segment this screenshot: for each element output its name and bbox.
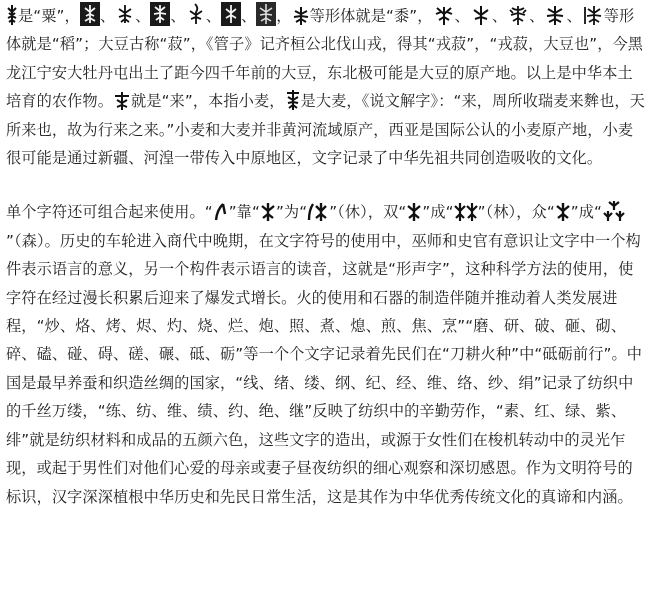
p2-text-5: ”成“ [422, 203, 454, 222]
oracle-glyph-mu-2-icon [406, 202, 422, 222]
p2-text-4: ”（休），双“ [329, 203, 407, 222]
oracle-glyph-xiu-icon [307, 202, 329, 222]
bronze-glyph-rubbing-5-icon [221, 2, 241, 26]
sep-3: 、 [170, 7, 186, 25]
p1-text-2: ， [276, 7, 292, 25]
bronze-glyph-rubbing-3-icon [150, 2, 170, 26]
sep-9: 、 [566, 7, 582, 25]
oracle-glyph-dao-3-icon [507, 4, 529, 26]
p1-text-6: 是大麦，《说文解字》：“来，周所收瑞麦来麰也，天所来也，故为行来之来。”小麦和大麦并非黄河流域原产，西亚是国际公认的小麦原产地，小麦很可能是通过新疆、河湟一带传入中原地区，文字记录了中华先祖共同创造吸收的文化。 [6, 92, 645, 168]
p2-text-2: ”靠“ [228, 203, 260, 222]
oracle-glyph-mu-icon [260, 202, 276, 222]
sep-5: 、 [241, 7, 257, 25]
oracle-glyph-su-icon [6, 4, 18, 26]
p2-text-6: ”（林），众“ [477, 203, 555, 222]
p1-text-1: 是“粟”， [18, 7, 80, 25]
oracle-glyph-sen-icon [602, 200, 626, 222]
p2-text-8: ”（森）。历史的车轮进入商代中晚期，在文字符号的使用中，巫师和史官有意识让文字中一个构件表示语言的意义，另一个构件表示语言的读音，这就是“形声字”，这种科学方法的使用，使字符在经过漫长积累后迎来了爆发式增长。火的使用和石器的制造伴随并推动着人类发展进程，“炒、烙、烤、烬、灼、烧、烂、炮、照、煮、熄、煎、焦、烹”“磨、研、破、砸、砌、碎、磕、碰、碍、磋、碾、砥、砺”等一个个文字记录着先民们在“刀耕火种”中“砥砺前行”。中国是最早养蚕和织造丝绸的国家，“线、绪、缕、纲、纪、经、维、络、纱、绢”记录了纺织中的千丝万缕，“练、纺、维、绩、约、绝、继”反映了纺织中的辛勤劳作，“素、红、绿、紫、绯”就是纺织材料和成品的五颜六色，这些文字的造出，或源于女性们在梭机转动中的灵光乍现，或起于男性们对他们心爱的母亲或妻子昼夜纺织的细心观察和深切感恩。作为文明符号的标识，汉字深深植根中华历史和先民日常生活，这是其作为中华优秀传统文化的真谛和内涵。 [6, 231, 643, 506]
oracle-glyph-mou-icon [285, 89, 301, 111]
oracle-glyph-ren-icon [213, 202, 229, 222]
p1-text-5: 就是“来”，本指小麦， [131, 92, 285, 111]
p2-text-1: 单个字符还可组合起来使用。“ [6, 203, 213, 222]
oracle-glyph-dao-5-icon [582, 4, 604, 26]
p2-text-3: ”为“ [275, 203, 308, 222]
p1-text-4: 等形体就是“稻”；大豆古称“菽”，《管子》记齐桓公北伐山戎，得其“戎菽”，“戎菽，大豆也”，今黑龙江宁安大牡丹屯出土了距今四千年前的大豆，东北极可能是大豆的原产地。以上是中华本土培育的农作物。 [6, 7, 644, 111]
article [6, 0, 646, 511]
paragraph-1 [6, 2, 646, 172]
bronze-glyph-2-icon [115, 2, 135, 26]
sep-8: 、 [529, 7, 545, 25]
bronze-glyph-rubbing-6-icon [256, 2, 276, 26]
oracle-glyph-dao-2-icon [470, 4, 492, 26]
oracle-glyph-dao-4-icon [544, 4, 566, 26]
oracle-glyph-shu-icon [292, 6, 310, 26]
oracle-glyph-mu-3-icon [555, 202, 571, 222]
sep-7: 、 [491, 7, 508, 25]
sep-6: 、 [454, 7, 470, 25]
oracle-glyph-lai-icon [113, 91, 131, 111]
paragraph-2 [6, 198, 646, 510]
sep-4: 、 [205, 7, 221, 25]
sep-2: 、 [135, 7, 151, 25]
oracle-glyph-lin-icon [454, 202, 478, 222]
oracle-glyph-dao-1-icon [433, 4, 455, 26]
p1-text-3: 等形体就是“黍”， [309, 7, 433, 25]
bronze-glyph-4-icon [186, 2, 206, 26]
sep-1: 、 [99, 7, 116, 25]
bronze-glyph-rubbing-1-icon [80, 2, 100, 26]
paragraph-gap [6, 172, 646, 198]
p2-text-7: ”成“ [570, 203, 603, 222]
